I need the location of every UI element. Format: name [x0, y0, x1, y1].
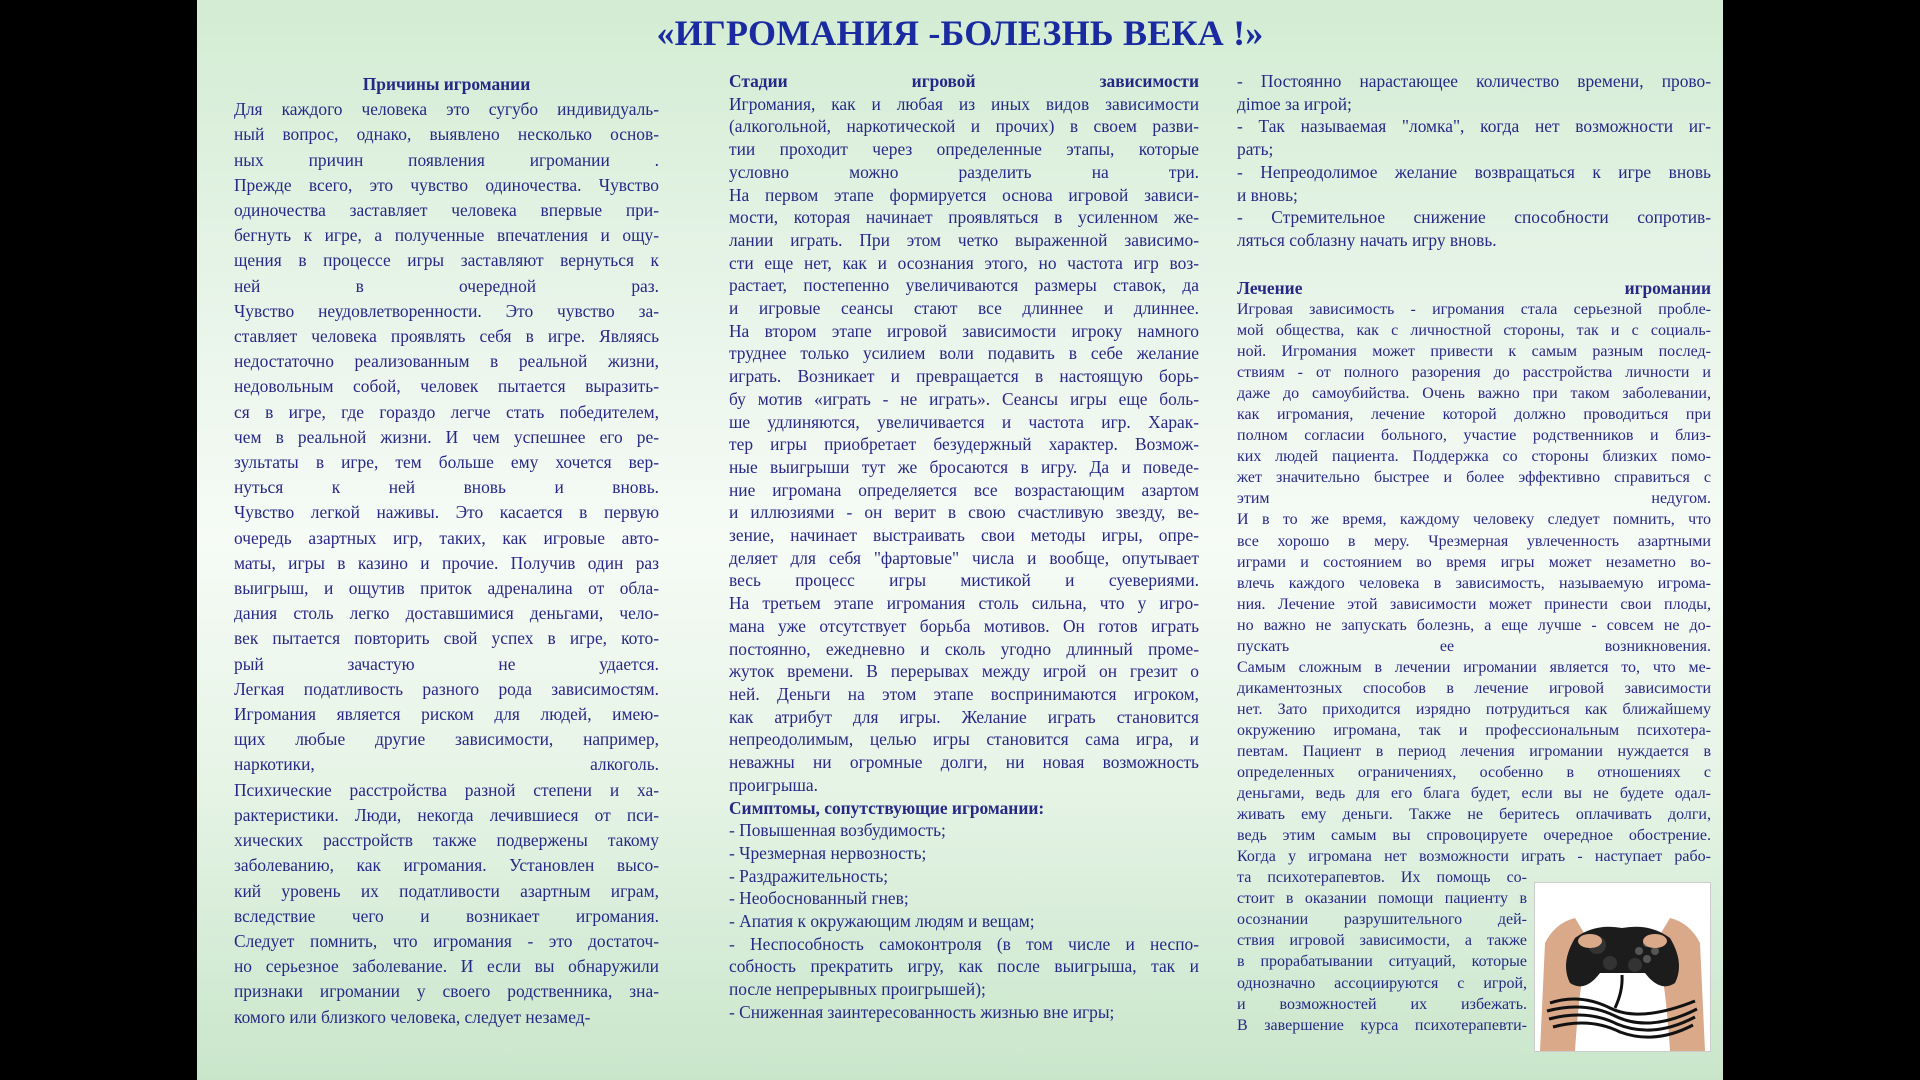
text-line: как атрибут для игры. Желание играть становится	[729, 706, 1199, 727]
text-line: На первом этапе формируется основа игровой зависи-	[729, 184, 1199, 205]
text-line: рый зачастую не удается.	[234, 653, 659, 674]
text-line: ный вопрос, однако, выявлено несколько основ-	[234, 124, 659, 145]
text-line: деньгами, ведь для его блага будет, если вы не будете одал-	[1237, 785, 1711, 803]
text-line: ния. Лечение этой зависимости может принести свои плоды,	[1237, 595, 1711, 613]
text-line: нуться к ней вновь и вновь.	[234, 477, 659, 498]
text-line: растает, постепенно увеличиваются размеры ставок, да	[729, 275, 1199, 296]
text-line: Когда у игромана нет возможности играть - наступает рабо-	[1237, 848, 1711, 866]
text-line: лании играть. При этом четко выраженной зависимо-	[729, 229, 1199, 250]
text-line: рактеристики. Люди, некогда лечившиеся от пси-	[234, 804, 659, 825]
gamepad-icon	[1535, 883, 1710, 1051]
text-line: ше удлиняются, увеличивается и частота игр. Харак-	[729, 411, 1199, 432]
text-line: признаки игромании у своего родственника, зна-	[234, 981, 659, 1002]
text-line: - Стремительное снижение способности сопротив-	[1237, 207, 1711, 228]
text-line: и возможностей их избежать.	[1237, 995, 1527, 1013]
causes-heading: Причины игромании	[362, 74, 531, 94]
stages-text	[729, 93, 1199, 797]
text-line: Психические расстройства разной степени и ха-	[234, 779, 659, 800]
text-line: но серьезное заболевание. И если вы обнаружили	[234, 956, 659, 977]
text-line: стоит в оказании помощи пациенту в	[1237, 890, 1527, 908]
text-line: ляться соблазну начать игру вновь.	[1237, 229, 1497, 250]
text-line: недостаточно реализованным в реальной жизни,	[234, 351, 659, 372]
text-line: Для каждого человека это сугубо индивидуаль-	[234, 99, 659, 120]
text-line: В завершение курса психотерапевти-	[1237, 1016, 1527, 1034]
text-line: мости, которая начинает проявляться в усиленном же-	[729, 207, 1199, 228]
text-line: Легкая податливость разного рода зависимостям.	[234, 678, 659, 699]
text-line: влечь каждого человека в зависимость, называемую игрома-	[1237, 574, 1711, 592]
text-line: и игровые сеансы стают все длиннее и длиннее.	[729, 298, 1199, 319]
text-line: жет значительно быстрее и более эффективно справиться с	[1237, 469, 1711, 487]
symptoms-list	[729, 819, 1199, 1023]
text-line: выигрыш, и ощутив приток адреналина от обла-	[234, 578, 659, 599]
text-line: живать ему деньги. Также не беритесь оплачивать долги,	[1237, 806, 1711, 824]
text-line: маты, игры в казино и прочие. Получив один раз	[234, 552, 659, 573]
text-line: дикаментозных способов в лечение игровой зависимости	[1237, 679, 1711, 697]
text-line: ких людей пациента. Поддержка со стороны близких помо-	[1237, 448, 1711, 466]
text-line: Игровая зависимость - игромания стала серьезной пробле-	[1237, 301, 1711, 318]
text-line: труднее только усилием воли подавить в себе желание	[729, 343, 1199, 364]
text-line: ствиям - от полного разорения до расстройства личности и	[1237, 364, 1711, 382]
text-line: Прежде всего, это чувство одиночества. Чувство	[234, 174, 659, 195]
text-line: окружению игромана, так и профессиональным психотера-	[1237, 721, 1711, 739]
text-line: - Непреодолимое желание возвращаться к игре вновь	[1237, 161, 1711, 182]
text-line: как игромания, лечение которой должно проводиться при	[1237, 406, 1711, 424]
text-line: весь процесс игры мистикой и суевериями.	[729, 570, 1199, 591]
text-line: ные выигрыши тут же бросаются в игру. Да и поведе-	[729, 456, 1199, 477]
slide	[197, 0, 1723, 1080]
text-line: одиночества заставляет человека впервые при-	[234, 200, 659, 221]
text-line: На третьем этапе игромания столь сильна, что у игро-	[729, 593, 1199, 614]
text-line: деляет для себя "фартовые" числа и вообще, опутывает	[729, 547, 1199, 568]
column-symptoms-continued	[1237, 70, 1711, 252]
text-line: ней в очередной раз.	[234, 275, 659, 296]
text-line: дimoе за игрой;	[1237, 93, 1352, 114]
text-line: жуток времени. В перерывах между игрой он грезит о	[729, 661, 1199, 682]
text-line: тии проходит через определенные этапы, которые	[729, 139, 1199, 160]
text-line: Самым сложным в лечении игромании является то, что ме-	[1237, 658, 1711, 676]
text-line: этим недугом.	[1237, 490, 1711, 508]
text-line: пускать ее возникновения.	[1237, 637, 1711, 655]
text-line: Игромания, как и любая из иных видов зависимости	[729, 93, 1199, 114]
text-line: нет. Зато приходится изрядно потрудиться как ближайшему	[1237, 700, 1711, 718]
text-line: недовольным собой, человек пытается выразить-	[234, 376, 659, 397]
column-stages	[729, 70, 1199, 1024]
text-line: Игромания является риском для людей, имею-	[234, 704, 659, 725]
text-line: бу мотив «играть - не играть». Сеансы игры еще боль-	[729, 388, 1199, 409]
text-line: ных причин появления игромании .	[234, 149, 659, 170]
text-line: наркотики, алкоголь.	[234, 754, 659, 775]
text-line: ствия игровой зависимости, а также	[1237, 932, 1527, 950]
causes-text	[234, 97, 659, 1030]
text-line: - Постоянно нарастающее количество времени, прово-	[1237, 71, 1711, 91]
text-line: бегнуть к игре, а полученные впечатления и ощу-	[234, 225, 659, 246]
text-line: после непрерывных проигрышей);	[729, 979, 986, 1000]
text-line: - Апатия к окружающим людям и вещам;	[729, 911, 1035, 932]
text-line: ведь этим самым вы спровоцируете очередное обострение.	[1237, 827, 1711, 845]
text-line: дания столь легко доставшимися деньгами, чело-	[234, 603, 659, 624]
text-line: И в то же время, каждому человеку следует помнить, что	[1237, 511, 1711, 529]
text-line: щения в процессе игры заставляют вернуться к	[234, 250, 659, 271]
text-line: певтам. Пациент в период лечения игромании нуждается в	[1237, 742, 1711, 760]
column-causes	[234, 72, 659, 1030]
text-line: вследствие чего и возникает игромания.	[234, 905, 659, 926]
text-line: (алкогольной, наркотической и прочих) в своем разви-	[729, 116, 1199, 137]
text-line: но важно не запускать болезнь, а еще лучше - совсем не до-	[1237, 616, 1711, 634]
text-line: - Так называемая "ломка", когда нет возможности иг-	[1237, 116, 1711, 137]
text-line: неважны ни огромные долги, ни новая возможность	[729, 752, 1199, 773]
text-line: зультаты в игре, тем больше ему хочется вер-	[234, 452, 659, 473]
text-line: и иллюзиями - он верит в свою счастливую звезду, ве-	[729, 502, 1199, 523]
text-line: мой общества, как с личностной стороны, так и с социаль-	[1237, 322, 1711, 340]
stages-heading: Стадии игровой зависимости	[729, 71, 1199, 91]
text-line: тер игры приобретает безудержный характер. Возмож-	[729, 434, 1199, 455]
text-line: ние игромана определяется все возрастающим азартом	[729, 479, 1199, 500]
text-line: хических расстройств также подвержены такому	[234, 830, 659, 851]
page-title: «ИГРОМАНИЯ -БОЛЕЗНЬ ВЕКА !»	[656, 13, 1264, 53]
text-line: - Необоснованный гнев;	[729, 888, 909, 909]
symptoms-heading: Симптомы, сопутствующие игромании:	[729, 797, 1045, 818]
text-line: даже до самоубийства. Очень важно при таком заболевании,	[1237, 385, 1711, 403]
text-line: ставляет человека проявлять себя в игре. Являясь	[234, 326, 659, 347]
text-line: - Сниженная заинтересованность жизнью вне игры;	[729, 1001, 1115, 1022]
text-line: век пытается повторить свой успех в игре, кото-	[234, 628, 659, 649]
text-line: очередь азартных игр, таких, как игровые авто-	[234, 527, 659, 548]
text-line: условно можно разделить на три.	[729, 161, 1199, 182]
treatment-heading: Лечение игромании	[1237, 278, 1711, 298]
text-line: все хорошо в меру. Чрезмерная увлеченность азартными	[1237, 532, 1711, 550]
text-line: зение, начинает выстраивать свои методы игры, опре-	[729, 525, 1199, 546]
text-line: играть. Возникает и превращается в настоящую борь-	[729, 366, 1199, 387]
text-line: собность прекратить игру, как после выигрыша, так и	[729, 956, 1199, 977]
treatment-text	[1237, 299, 1711, 867]
text-line: - Повышенная возбудимость;	[729, 820, 946, 841]
text-line: определенных ограничениях, особенно в отношениях с	[1237, 764, 1711, 782]
gamepad-hands-image	[1534, 882, 1711, 1052]
text-line: Чувство легкой наживы. Это касается в первую	[234, 502, 659, 523]
text-line: сти еще нет, как и осознания этого, но частота игр воз-	[729, 252, 1199, 273]
text-line: чем в реальной жизни. И чем успешнее его ре-	[234, 426, 659, 447]
text-line: рать;	[1237, 139, 1274, 160]
text-line: - Чрезмерная нервозность;	[729, 842, 927, 863]
text-line: однозначно ассоциируются с игрой,	[1237, 974, 1527, 992]
text-line: ней. Деньги на этом этапе воспринимаются игроком,	[729, 683, 1199, 704]
text-line: осознании разрушительного дей-	[1237, 911, 1527, 929]
text-line: На втором этапе игровой зависимости игроку намного	[729, 320, 1199, 341]
text-line: проигрыша.	[729, 774, 818, 795]
text-line: Чувство неудовлетворенности. Это чувство за-	[234, 300, 659, 321]
text-line: и вновь;	[1237, 184, 1298, 205]
text-line: мана уже отсутствует борьба мотивов. Он готов играть	[729, 615, 1199, 636]
text-line: - Раздражительность;	[729, 865, 889, 886]
text-line: непреодолимым, целью игры становится сама игра, и	[729, 729, 1199, 750]
text-line: играми и состоянием во время игры может незаметно во-	[1237, 553, 1711, 571]
text-line: в прорабатывании ситуаций, которые	[1237, 953, 1527, 971]
symptoms-list-continued	[1237, 70, 1711, 252]
text-line: ся в игре, где гораздо легче стать победителем,	[234, 401, 659, 422]
text-line: кий уровень их податливости азартным играм,	[234, 880, 659, 901]
text-line: Следует помнить, что игромания - это достаточ-	[234, 930, 659, 951]
text-line: полном согласии больного, участие родственников и близ-	[1237, 427, 1711, 445]
text-line: комого или близкого человека, следует незамед-	[234, 1006, 591, 1027]
text-line: постоянно, ежедневно и сколь угодно длинный проме-	[729, 638, 1199, 659]
text-line: та психотерапевтов. Их помощь со-	[1237, 869, 1527, 887]
text-line: щих любые другие зависимости, например,	[234, 729, 659, 750]
text-line: - Неспособность самоконтроля (в том числе и неспо-	[729, 933, 1199, 954]
text-line: заболеванию, как игромания. Установлен высо-	[234, 855, 659, 876]
treatment-text-wrapped	[1237, 867, 1527, 1035]
text-line: ной. Игромания может привести к самым разным послед-	[1237, 343, 1711, 361]
